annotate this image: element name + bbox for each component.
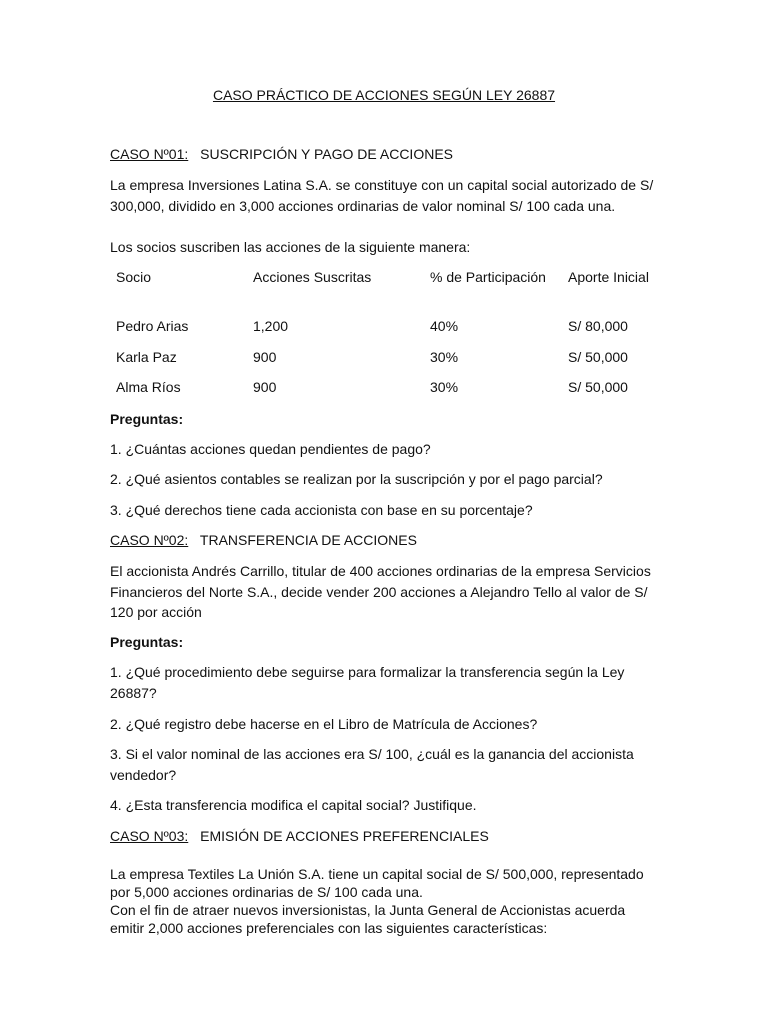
table-cell: 30% xyxy=(430,348,459,365)
case-2-question-3: 3. Si el valor nominal de las acciones era S/ 100, ¿cuál es la ganancia del accionista vendedor? xyxy=(110,746,634,783)
case-3-paragraph-1: La empresa Textiles La Unión S.A. tiene un capital social de S/ 500,000, representado por 5,000 acciones ordinarias de S/ 100 cada una. xyxy=(110,866,644,900)
case-2-questions-label: Preguntas: xyxy=(110,634,184,650)
case-2-question-4: 4. ¿Esta transferencia modifica el capital social? Justifique. xyxy=(110,797,477,813)
table-cell: 900 xyxy=(253,379,277,395)
case-3-title: EMISIÓN DE ACCIONES PREFERENCIALES xyxy=(200,828,489,844)
case-2-paragraph: El accionista Andrés Carrillo, titular de 400 acciones ordinarias de la empresa Servicios Financieros del Norte S.A., decide vender 200 acciones a Alejandro Tello al valor de S/ 120 por acción xyxy=(110,563,651,620)
table-row xyxy=(116,316,676,347)
table-header-cell: Aporte Inicial xyxy=(568,269,649,285)
table-cell: 1,200 xyxy=(253,318,289,334)
table-header-row xyxy=(116,267,676,316)
table-cell: Pedro Arias xyxy=(116,318,189,334)
case-1-questions-label: Preguntas: xyxy=(110,411,184,427)
table-row xyxy=(116,377,676,408)
case-1-heading xyxy=(110,144,453,165)
table-header-cell: Acciones Suscritas xyxy=(253,269,372,285)
table-header-cell: % de Participación xyxy=(430,269,546,285)
shares-table xyxy=(116,267,676,408)
case-1-question-1: 1. ¿Cuántas acciones quedan pendientes de pago? xyxy=(110,441,431,457)
case-1-title: SUSCRIPCIÓN Y PAGO DE ACCIONES xyxy=(200,146,453,162)
case-1-code: CASO Nº01: xyxy=(110,146,189,162)
table-cell: Karla Paz xyxy=(116,348,177,365)
case-3-paragraph-2: Con el fin de atraer nuevos inversionistas, la Junta General de Accionistas acuerda emitir 2,000 acciones preferenciales con las siguientes características: xyxy=(110,902,626,936)
table-cell: S/ 50,000 xyxy=(568,379,628,395)
case-2-code: CASO Nº02: xyxy=(110,532,189,548)
case-1-question-2: 2. ¿Qué asientos contables se realizan por la suscripción y por el pago parcial? xyxy=(110,471,603,487)
case-3-heading xyxy=(110,826,489,847)
page-title: CASO PRÁCTICO DE ACCIONES SEGÚN LEY 26887 xyxy=(212,87,556,103)
case-1-paragraph-2: Los socios suscriben las acciones de la siguiente manera: xyxy=(110,239,471,255)
table-cell: 40% xyxy=(430,318,459,334)
case-1-question-3: 3. ¿Qué derechos tiene cada accionista con base en su porcentaje? xyxy=(110,502,533,518)
table-cell: Alma Ríos xyxy=(116,379,181,395)
table-cell: 30% xyxy=(430,379,459,395)
case-3-code: CASO Nº03: xyxy=(110,828,189,844)
table-header-cell: Socio xyxy=(116,269,152,285)
case-2-title: TRANSFERENCIA DE ACCIONES xyxy=(199,532,417,548)
table-cell: S/ 50,000 xyxy=(568,348,628,365)
case-2-question-2: 2. ¿Qué registro debe hacerse en el Libro de Matrícula de Acciones? xyxy=(110,716,538,732)
table-cell: 900 xyxy=(253,348,277,365)
case-2-heading xyxy=(110,530,417,551)
table-cell: S/ 80,000 xyxy=(568,318,628,334)
case-2-question-1: 1. ¿Qué procedimiento debe seguirse para formalizar la transferencia según la Ley 26887? xyxy=(110,664,625,701)
table-row xyxy=(116,347,676,378)
case-1-paragraph-1: La empresa Inversiones Latina S.A. se constituye con un capital social autorizado de S/ 300,000, dividido en 3,000 acciones ordinarias de valor nominal S/ 100 cada una. xyxy=(110,177,654,214)
